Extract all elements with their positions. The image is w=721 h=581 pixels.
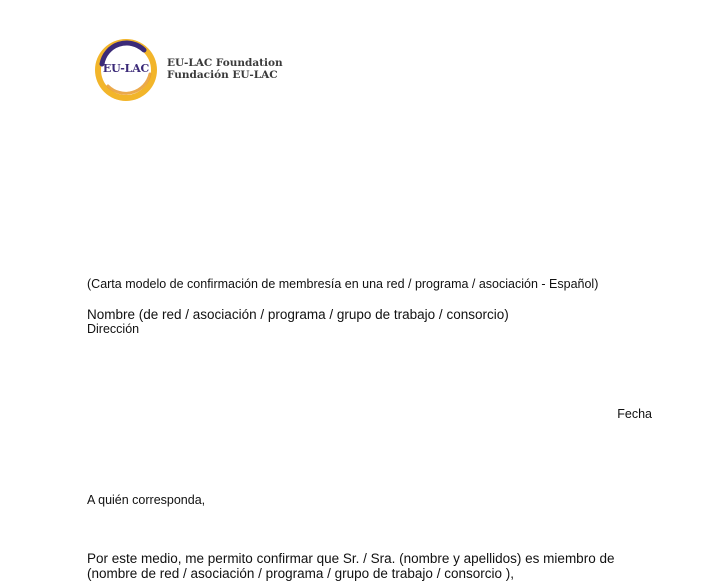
letter-salutation: A quién corresponda, [87,493,206,507]
logo-name-en: EU-LAC Foundation [167,57,283,69]
letter-body-line: Por este medio, me permito confirmar que Sr. / Sra. (nombre y apellidos) es miembro de [87,551,615,566]
letter-body-line: (nombre de red / asociación / programa / grupo de trabajo / consorcio ), [87,566,514,581]
letter-date: Fecha [617,407,652,421]
eu-lac-logo [94,38,284,104]
letter-subtitle: (Carta modelo de confirmación de membresía en una red / programa / asociación - Español) [87,277,599,291]
logo-name-es: Fundación EU-LAC [167,69,278,81]
recipient-org-name: Nombre (de red / asociación / programa / grupo de trabajo / consorcio) [87,307,509,322]
logo-text [167,57,283,81]
logo-mark-text: EU-LAC [102,62,150,75]
recipient-address: Dirección [87,322,140,336]
